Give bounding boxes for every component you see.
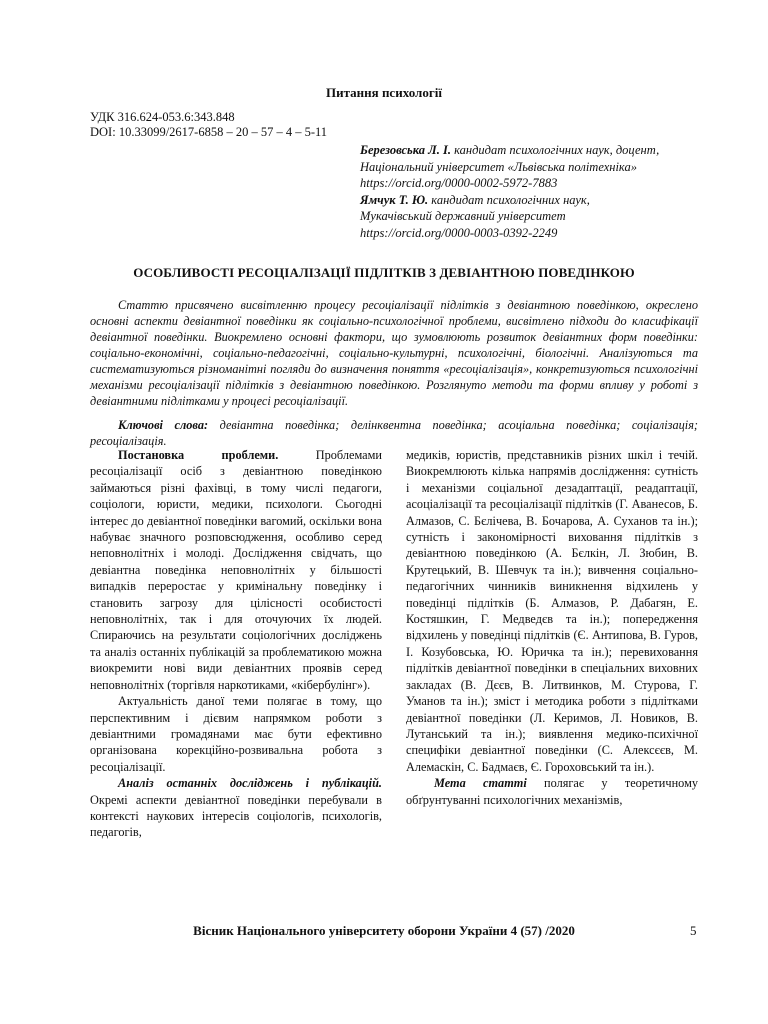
paragraph-analysis-text: Окремі аспекти девіантної поведінки перебували в контексті наукових інтересів соціологів, психологів, педагогів, — [90, 792, 382, 840]
author-2-line — [360, 192, 659, 209]
paragraph-goal-text: полягає у теоретичному обґрунтуванні психологічних механізмів, — [406, 776, 699, 807]
author-1-line — [360, 142, 659, 159]
paragraph-problem — [90, 447, 382, 693]
author-1-title: кандидат психологічних наук, доцент, — [450, 143, 660, 157]
body-columns — [90, 447, 698, 907]
author-2-title: кандидат психологічних наук, — [428, 192, 590, 207]
author-1-name: Березовська Л. І. — [360, 143, 451, 157]
section-heading: Питання психології — [326, 85, 442, 100]
doi: DOI: 10.33099/2617-6858 – 20 – 57 – 4 – 5-11 — [90, 125, 328, 139]
paragraph-goal — [406, 775, 698, 808]
journal-footer: Вісник Національного університету оборони України 4 (57) /2020 — [193, 923, 575, 938]
abstract: Статтю присвячено висвітленню процесу ресоціалізації підлітків з девіантною поведінкою, окреслено основні аспекти девіантної поведінки як соціально-психологічної проблеми, висвітлено підходи до класифікації девіантної поведінки. Виокремлено основні фактори, що зумовлюють розвиток девіантних форм поведінки: соціально-економічні, соціально-педагогічні, соціально-культурні, психологічні, біологічні. Аналізуються та систематизуються різноманітні погляди до визначення поняття «ресоціалізація», конкретизуються психологічні механізми ресоціалізації підлітків з девіантною поведінкою. Розглянуто методи та форми впливу у роботі з девіантними підлітками у процесі ресоціалізації. — [90, 298, 698, 408]
author-2-name: Ямчук Т. Ю. — [360, 192, 429, 207]
heading-problem: Постановка проблеми. — [118, 448, 279, 462]
right-column — [406, 447, 698, 808]
article-title: ОСОБЛИВОСТІ РЕСОЦІАЛІЗАЦІЇ ПІДЛІТКІВ З ДЕВІАНТНОЮ ПОВЕДІНКОЮ — [133, 265, 635, 280]
article-metadata — [90, 110, 327, 140]
heading-goal: Мета статті — [434, 776, 527, 791]
author-1-orcid[interactable]: https://orcid.org/0000-0002-5972-7883 — [360, 176, 558, 190]
keywords-text: девіантна поведінка; делінквентна поведінка; асоціальна поведінка; соціалізація; ресоціалізація. — [90, 418, 699, 448]
keywords-label: Ключові слова: — [118, 418, 209, 432]
paragraph-problem-text: Проблемами ресоціалізації осіб з девіантною поведінкою займаються різні фахівці, в тому числі педагоги, соціологи, юристи, медики, психологи. Сьогодні інтерес до девіантної поведінки вагомий, оскільки вона набуває значного розповсюдження, особливо серед неповнолітніх і молоді. Дослідження свідчать, що девіантна поведінка неповнолітніх у більшості випадків переростає у кримінальну поведінку і становить загрозу для цілісності особистості неповнолітніх, так і для оточуючих їх людей. Спираючись на результати соціологічних досліджень та аналіз останніх публікацій за проблематикою можна виокремити нові види девіантних проявів серед неповнолітніх (торгівля наркотиками, «кібербулінг»). — [90, 448, 382, 692]
author-2-affiliation: Мукачівський державний університет — [360, 209, 566, 223]
udk-code: УДК 316.624-053.6:343.848 — [90, 110, 235, 124]
paragraph-continuation: медиків, юристів, представників різних шкіл і течій. Виокремлюють кілька напрямів дослідження: сутність і механізми соціальної дезадаптації, реадаптації, асоціалізації та ресоціалізації підлітків (Г. Аванесов, Б. Алмазов, С. Бєлічева, В. Бочарова, А. Суханов та ін.); сутність і закономірності виховання підлітків з девіантною поведінкою (А. Бєлкін, Л. Зюбин, В. Крутецький, В. Шевчук та ін.); вивчення соціально-педагогічних чинників виникнення відхилень у поведінці підлітків (Б. Алмазов, Р. Дабагян, Е. Костяшкин, Г. Медведєв та ін.); попередження відхилень у поведінці підлітків (Є. Антипова, В. Гуров, І. Козубовська, Ю. Юричка та ін.); перевиховання підлітків девіантної поведінки в спеціальних виховних закладах (В. Дєєв, В. Литвинков, М. Стурова, Г. Уманов та ін.); зміст і методика роботи з підлітками девіантної поведінки (Л. Керимов, Л. Новиков, В. Лутанський та ін.); виявлення медико-психічної специфіки девіантної поведінки (С. Алексєєв, М. Алемаскін, С. Бадмаєв, Є. Гороховський та ін.). — [406, 448, 698, 774]
paragraph-relevance: Актуальність даної теми полягає в тому, що перспективним і дієвим напрямком роботи з девіантними громадянами має бути ефективно організована корекційно-розвивальна робота з ресоціалізації. — [90, 694, 382, 774]
paragraph-analysis — [90, 775, 382, 841]
authors-block — [360, 142, 659, 241]
left-column — [90, 447, 382, 841]
heading-analysis: Аналіз останніх досліджень і публікацій. — [118, 776, 382, 791]
keywords — [90, 417, 698, 449]
author-1-affiliation: Національний університет «Львівська політехніка» — [360, 159, 637, 174]
page-number: 5 — [690, 923, 697, 938]
author-2-orcid[interactable]: https://orcid.org/0000-0003-0392-2249 — [360, 225, 558, 240]
